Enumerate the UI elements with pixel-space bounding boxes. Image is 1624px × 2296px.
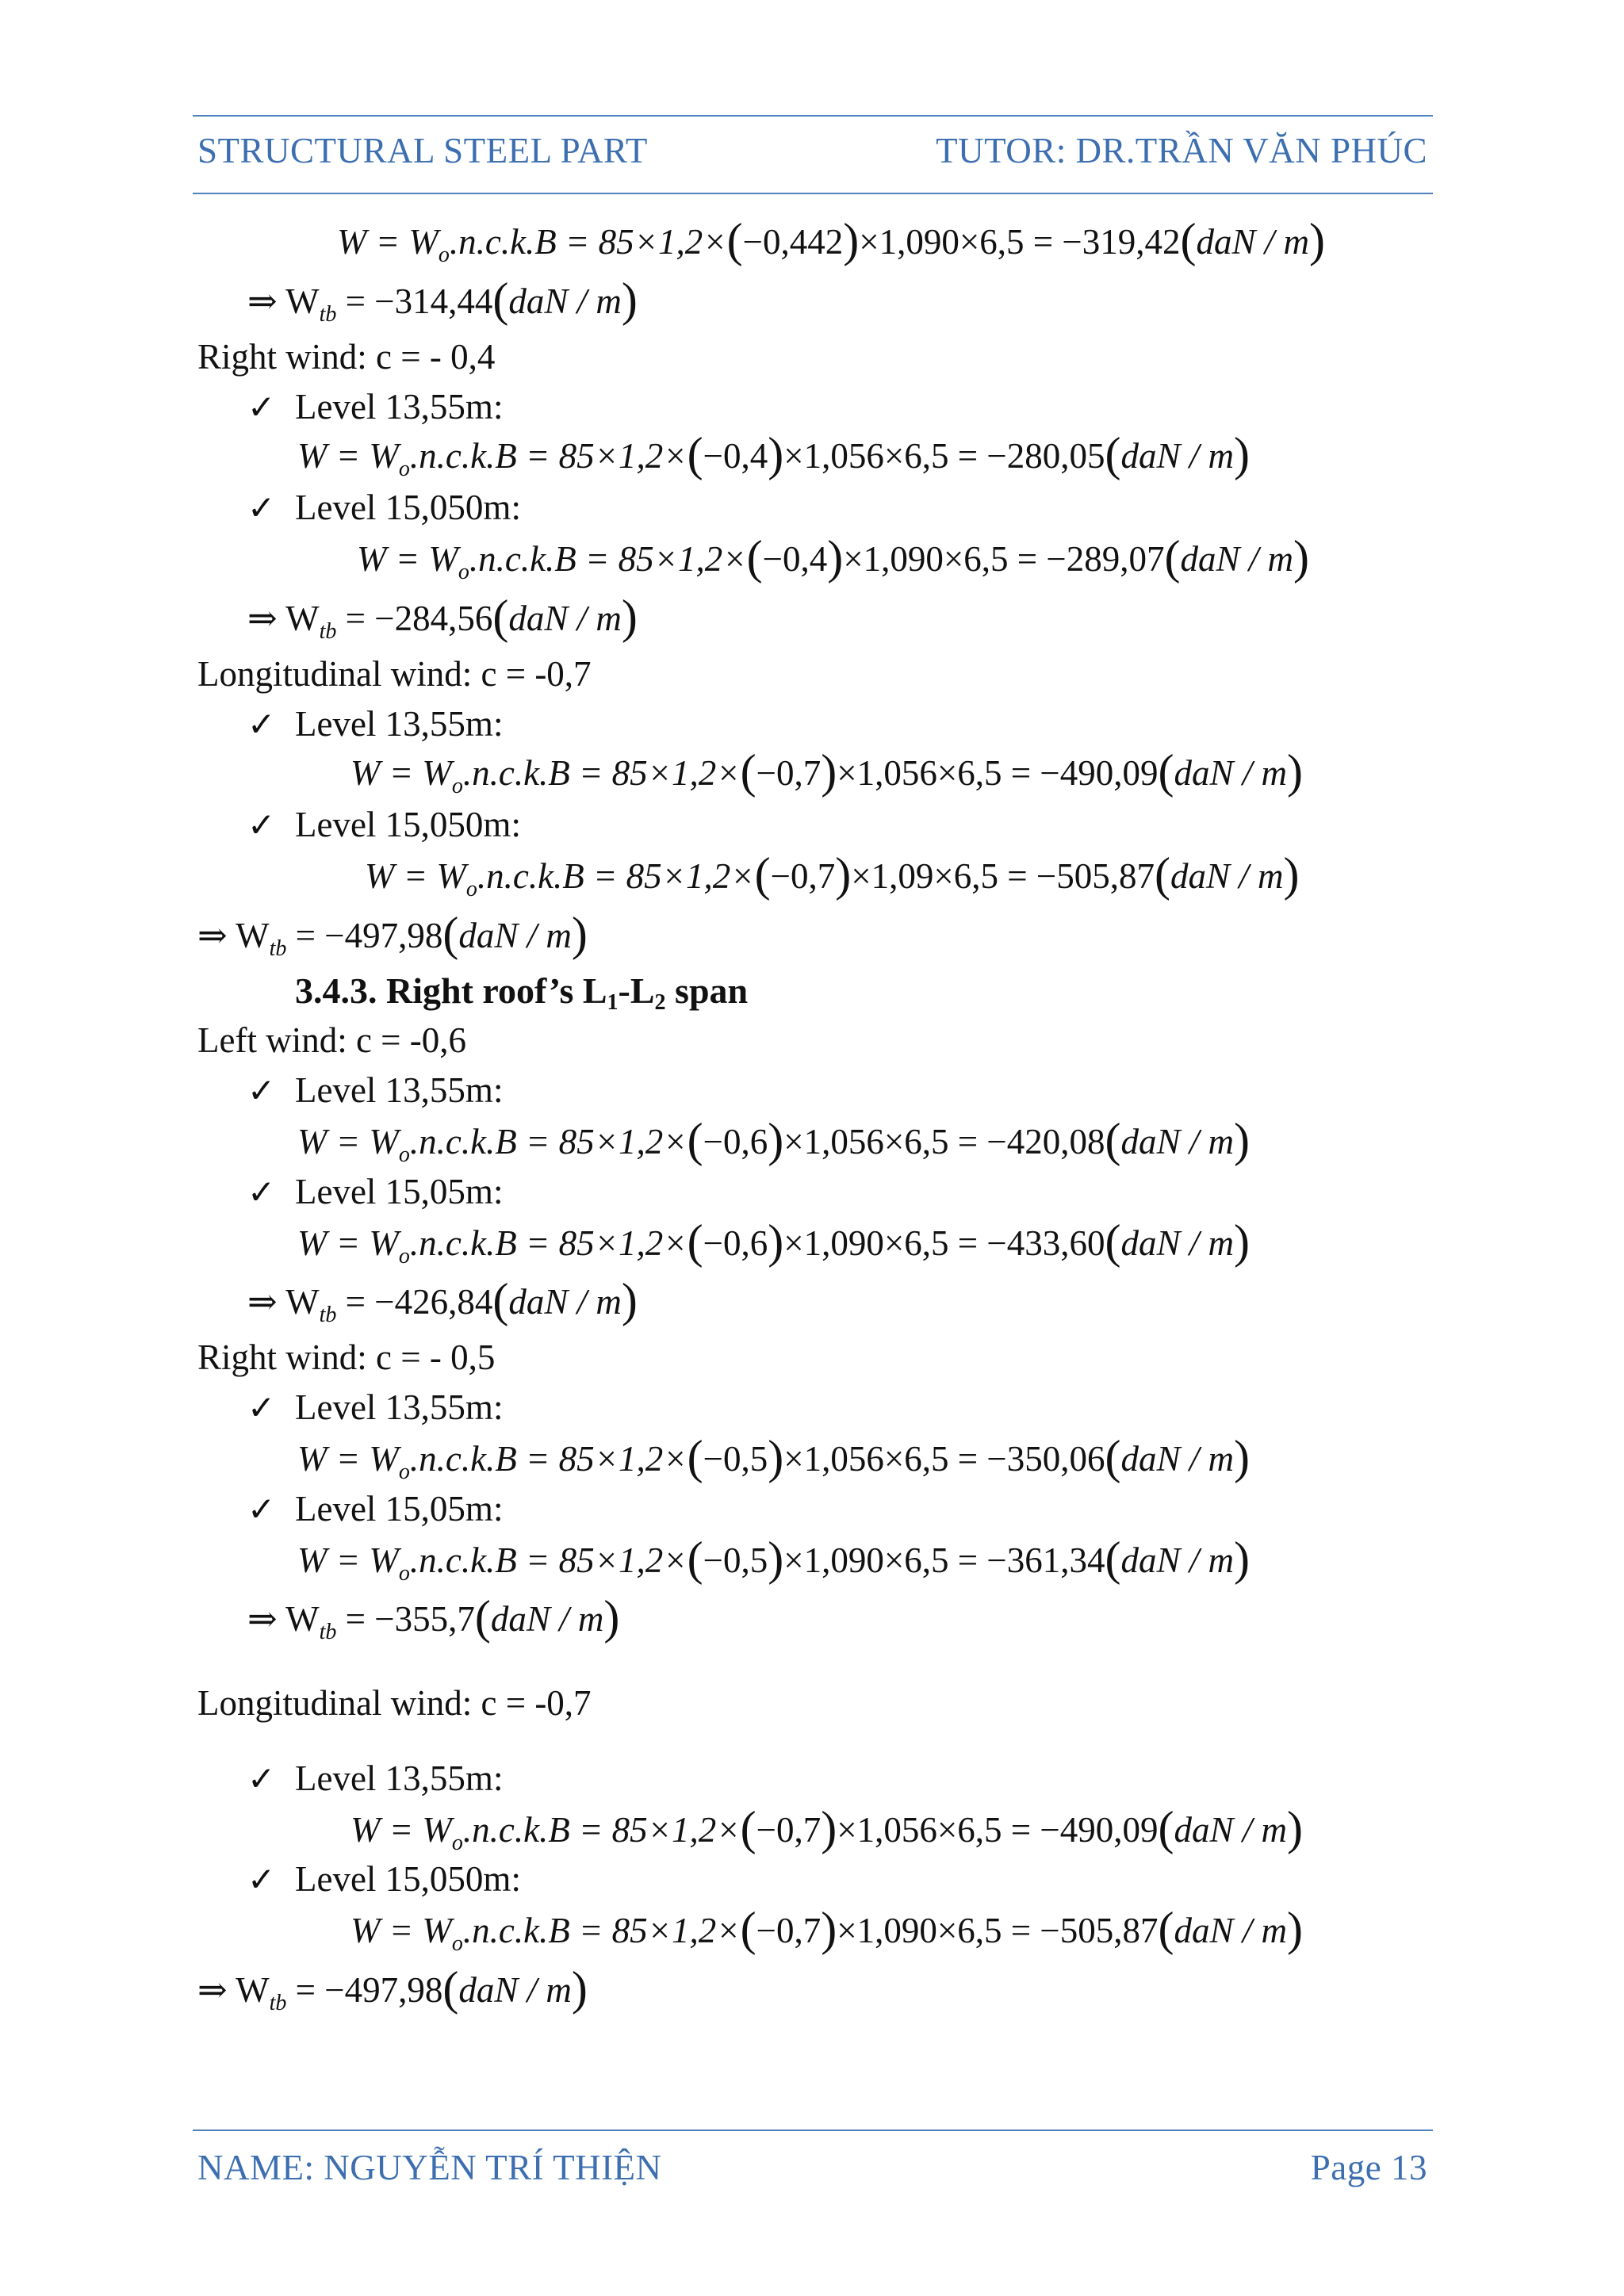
equation-text: .n.c.k.B = 85×1,2× bbox=[409, 436, 688, 476]
equation-text: −0,5 bbox=[703, 1439, 768, 1479]
equation-text: .n.c.k.B = 85×1,2× bbox=[449, 222, 727, 262]
equation-text: ( bbox=[1105, 1431, 1121, 1483]
equation-text: daN / m bbox=[1174, 753, 1288, 793]
equation-text: −0,7 bbox=[756, 1810, 822, 1850]
equation-text: .n.c.k.B = 85×1,2× bbox=[409, 1540, 688, 1580]
equation-text: W = W bbox=[350, 1810, 452, 1850]
header-top-rule bbox=[193, 115, 1433, 117]
equation-text: daN / m bbox=[1180, 539, 1294, 579]
equation-text: o bbox=[451, 1831, 463, 1855]
equation-text: ) bbox=[571, 908, 588, 960]
wtb-result bbox=[197, 1962, 588, 2014]
checkmark-icon: ✓ bbox=[247, 806, 276, 844]
equation-line bbox=[297, 1533, 1250, 1584]
equation-text: daN / m bbox=[1120, 1223, 1235, 1263]
equation-text: W = W bbox=[350, 1911, 452, 1950]
page-number: Page 13 bbox=[1310, 2148, 1427, 2187]
equation-text: ) bbox=[835, 848, 852, 901]
equation-text: ⇒ W bbox=[247, 281, 320, 321]
equation-text: ( bbox=[1158, 1802, 1174, 1854]
equation-text: ) bbox=[821, 1802, 837, 1854]
equation-text: ) bbox=[1309, 214, 1325, 266]
equation-text: −0,7 bbox=[756, 753, 822, 793]
equation-text: W = W bbox=[365, 856, 466, 896]
equation-text: ( bbox=[687, 428, 703, 480]
equation-text: ( bbox=[1105, 428, 1121, 480]
left-wind-heading: Left wind: c = -0,6 bbox=[197, 1020, 467, 1060]
equation-text: ( bbox=[740, 1903, 756, 1955]
equation-text: daN / m bbox=[1120, 1540, 1235, 1580]
equation-text: ) bbox=[1234, 1431, 1250, 1483]
equation-text: ( bbox=[726, 214, 743, 266]
equation-text: daN / m bbox=[1174, 1810, 1288, 1850]
equation-text: daN / m bbox=[508, 599, 622, 638]
wtb-result bbox=[247, 1591, 619, 1643]
equation-text: o bbox=[398, 1142, 410, 1167]
equation-text: daN / m bbox=[1120, 436, 1235, 476]
equation-text: ( bbox=[1158, 745, 1174, 798]
equation-text: Level 13,55m: bbox=[295, 1070, 504, 1110]
checkmark-icon: ✓ bbox=[247, 388, 276, 427]
checkmark-icon: ✓ bbox=[247, 488, 276, 527]
wtb-result bbox=[197, 908, 588, 959]
equation-text: daN / m bbox=[508, 281, 622, 321]
equation-text: ( bbox=[740, 1802, 756, 1854]
equation-text: ( bbox=[687, 1215, 703, 1268]
checkmark-icon: ✓ bbox=[247, 1860, 276, 1899]
equation-text: ) bbox=[768, 1431, 784, 1483]
equation-text: .n.c.k.B = 85×1,2× bbox=[462, 753, 741, 793]
equation-text: W = W bbox=[350, 753, 452, 793]
equation-text: ⇒ W bbox=[247, 1282, 320, 1322]
equation-text: ×1,090×6,5 = −505,87 bbox=[837, 1911, 1159, 1950]
level-item bbox=[247, 383, 503, 431]
right-wind-heading: Right wind: c = - 0,4 bbox=[197, 337, 496, 377]
equation-text: daN / m bbox=[490, 1599, 604, 1639]
level-item bbox=[247, 1755, 503, 1803]
equation-line bbox=[357, 531, 1309, 583]
equation-text: −0,7 bbox=[756, 1911, 822, 1950]
equation-text: ×1,056×6,5 = −280,05 bbox=[783, 436, 1105, 476]
wtb-result bbox=[247, 274, 638, 325]
equation-text: ( bbox=[746, 531, 763, 584]
equation-text: o bbox=[451, 1931, 463, 1956]
eq-lhs: W = W bbox=[337, 222, 439, 262]
equation-text: ) bbox=[827, 531, 844, 584]
equation-text: ( bbox=[740, 745, 756, 798]
equation-text: ) bbox=[768, 1114, 784, 1166]
equation-text: ( bbox=[1158, 1903, 1174, 1955]
equation-text: W = W bbox=[297, 1122, 399, 1161]
equation-text: ( bbox=[492, 274, 509, 326]
equation-text: ×1,056×6,5 = −490,09 bbox=[837, 753, 1159, 793]
equation-text: Level 13,55m: bbox=[295, 387, 504, 427]
longitudinal-wind-heading: Longitudinal wind: c = -0,7 bbox=[197, 654, 592, 694]
equation-text: Level 15,05m: bbox=[295, 1489, 504, 1529]
equation-text: Level 13,55m: bbox=[295, 1758, 504, 1798]
equation-text: .n.c.k.B = 85×1,2× bbox=[409, 1223, 688, 1263]
equation-text: W = W bbox=[357, 539, 458, 579]
equation-text: 3.4.3. Right roof’s L bbox=[295, 970, 607, 1011]
equation-text: ) bbox=[1287, 1903, 1303, 1955]
equation-text: W = W bbox=[297, 1540, 399, 1580]
equation-text: ( bbox=[687, 1533, 703, 1585]
equation-text: ) bbox=[768, 428, 784, 480]
equation-line bbox=[350, 745, 1303, 797]
equation-text: daN / m bbox=[1196, 222, 1310, 262]
footer-rule bbox=[193, 2130, 1433, 2131]
equation-text: ×1,090×6,5 = −319,42 bbox=[859, 222, 1181, 262]
equation-text: daN / m bbox=[458, 916, 572, 955]
wtb-result bbox=[247, 591, 638, 642]
equation-text: ( bbox=[1180, 214, 1197, 266]
equation-text: ( bbox=[1105, 1114, 1121, 1166]
equation-text: span bbox=[665, 970, 749, 1011]
equation-text: ) bbox=[1287, 1802, 1303, 1854]
equation-text: ×1,056×6,5 = −420,08 bbox=[783, 1122, 1105, 1161]
equation-text: ( bbox=[492, 591, 509, 643]
equation-text: ( bbox=[687, 1431, 703, 1483]
equation-text: Level 15,050m: bbox=[295, 805, 521, 844]
equation-line bbox=[297, 428, 1250, 480]
equation-text: ) bbox=[1287, 745, 1303, 798]
equation-text: = −497,98 bbox=[286, 916, 443, 955]
level-item bbox=[247, 1855, 521, 1904]
right-wind-heading: Right wind: c = - 0,5 bbox=[197, 1337, 496, 1377]
equation-text: ) bbox=[843, 214, 860, 266]
equation-text: tb bbox=[319, 1620, 337, 1644]
equation-text: W = W bbox=[297, 436, 399, 476]
equation-text: ) bbox=[621, 1274, 638, 1326]
equation-text: o bbox=[438, 243, 450, 267]
equation-line bbox=[365, 848, 1300, 900]
level-item bbox=[247, 1168, 503, 1216]
equation-text: = −355,7 bbox=[336, 1599, 475, 1639]
equation-text: o bbox=[398, 1561, 410, 1586]
equation-text: daN / m bbox=[1120, 1439, 1235, 1479]
equation-text: Level 13,55m: bbox=[295, 1387, 504, 1427]
equation-text: W = W bbox=[297, 1439, 399, 1479]
checkmark-icon: ✓ bbox=[247, 1490, 276, 1529]
equation-text: = −426,84 bbox=[336, 1282, 493, 1322]
equation-text: ×1,09×6,5 = −505,87 bbox=[851, 856, 1155, 896]
equation-text: .n.c.k.B = 85×1,2× bbox=[469, 539, 747, 579]
equation-text: ( bbox=[1164, 531, 1181, 584]
equation-text: o bbox=[451, 774, 463, 798]
checkmark-icon: ✓ bbox=[247, 1388, 276, 1427]
equation-text: ×1,090×6,5 = −361,34 bbox=[783, 1540, 1105, 1580]
level-item bbox=[247, 700, 503, 748]
equation-text: ) bbox=[1283, 848, 1300, 901]
equation-text: tb bbox=[269, 936, 287, 961]
equation-text: = −284,56 bbox=[336, 599, 493, 638]
equation-text: Level 13,55m: bbox=[295, 704, 504, 744]
equation-text: .n.c.k.B = 85×1,2× bbox=[477, 856, 755, 896]
header-title: STRUCTURAL STEEL PART bbox=[197, 131, 648, 170]
equation-line bbox=[337, 214, 1325, 266]
equation-text: ⇒ W bbox=[197, 1970, 270, 2010]
equation-text: ) bbox=[768, 1533, 784, 1585]
equation-line bbox=[350, 1802, 1303, 1854]
equation-text: −0,4 bbox=[703, 436, 768, 476]
equation-text: ) bbox=[571, 1962, 588, 2015]
equation-text: = −497,98 bbox=[286, 1970, 443, 2010]
equation-text: daN / m bbox=[458, 1970, 572, 2010]
equation-text: Level 15,050m: bbox=[295, 1859, 521, 1899]
level-item bbox=[247, 1383, 503, 1432]
equation-text: tb bbox=[319, 1303, 337, 1327]
equation-text: W = W bbox=[297, 1223, 399, 1263]
equation-text: tb bbox=[319, 619, 337, 644]
equation-line bbox=[297, 1215, 1250, 1267]
footer-author: NAME: NGUYỄN TRÍ THIỆN bbox=[197, 2148, 662, 2187]
checkmark-icon: ✓ bbox=[247, 1759, 276, 1798]
equation-text: ) bbox=[821, 1903, 837, 1955]
equation-text: ( bbox=[442, 908, 459, 960]
equation-text: −0,442 bbox=[742, 222, 844, 262]
header-bottom-rule bbox=[193, 193, 1433, 194]
equation-text: o bbox=[458, 560, 469, 584]
equation-text: ) bbox=[1234, 1215, 1250, 1268]
equation-text: −0,7 bbox=[770, 856, 836, 896]
equation-text: −0,4 bbox=[762, 539, 828, 579]
equation-text: .n.c.k.B = 85×1,2× bbox=[409, 1439, 688, 1479]
equation-text: −0,6 bbox=[703, 1122, 768, 1161]
equation-text: 1 bbox=[607, 990, 619, 1015]
equation-text: ) bbox=[603, 1591, 620, 1644]
equation-text: ) bbox=[1234, 1114, 1250, 1166]
equation-text: ( bbox=[474, 1591, 491, 1644]
equation-text: daN / m bbox=[1120, 1122, 1235, 1161]
equation-text: tb bbox=[269, 1991, 287, 2015]
equation-text: ×1,090×6,5 = −433,60 bbox=[783, 1223, 1105, 1263]
level-item bbox=[247, 1485, 503, 1533]
equation-text: o bbox=[465, 877, 477, 901]
level-item bbox=[247, 484, 521, 532]
section-heading bbox=[295, 967, 748, 1015]
longitudinal-wind-heading: Longitudinal wind: c = -0,7 bbox=[197, 1683, 592, 1723]
equation-text: Level 15,050m: bbox=[295, 488, 521, 527]
equation-text: ( bbox=[492, 1274, 509, 1326]
equation-line bbox=[297, 1431, 1250, 1483]
equation-text: ) bbox=[621, 591, 638, 643]
header-tutor: TUTOR: DR.TRẦN VĂN PHÚC bbox=[936, 131, 1427, 170]
equation-text: ( bbox=[442, 1962, 459, 2015]
level-item bbox=[247, 1066, 503, 1115]
equation-text: 2 bbox=[654, 990, 666, 1015]
equation-text: ) bbox=[1234, 1533, 1250, 1585]
equation-text: ⇒ W bbox=[197, 916, 270, 955]
equation-text: ) bbox=[821, 745, 837, 798]
equation-text: ×1,056×6,5 = −350,06 bbox=[783, 1439, 1105, 1479]
equation-text: ⇒ W bbox=[247, 1599, 320, 1639]
equation-text: daN / m bbox=[1174, 1911, 1288, 1950]
equation-text: .n.c.k.B = 85×1,2× bbox=[462, 1810, 741, 1850]
equation-text: ) bbox=[621, 274, 638, 326]
equation-text: ( bbox=[1105, 1215, 1121, 1268]
equation-text: ×1,056×6,5 = −490,09 bbox=[837, 1810, 1159, 1850]
checkmark-icon: ✓ bbox=[247, 1071, 276, 1110]
equation-text: o bbox=[398, 1460, 410, 1484]
checkmark-icon: ✓ bbox=[247, 1173, 276, 1211]
equation-text: −0,5 bbox=[703, 1540, 768, 1580]
equation-text: o bbox=[398, 457, 410, 481]
wtb-result bbox=[247, 1274, 638, 1326]
equation-text: ) bbox=[1234, 428, 1250, 480]
equation-text: ×1,090×6,5 = −289,07 bbox=[843, 539, 1165, 579]
equation-line bbox=[297, 1114, 1250, 1165]
equation-text: Level 15,05m: bbox=[295, 1172, 504, 1211]
equation-text: = −314,44 bbox=[336, 281, 493, 321]
equation-text: .n.c.k.B = 85×1,2× bbox=[409, 1122, 688, 1161]
checkmark-icon: ✓ bbox=[247, 705, 276, 744]
equation-text: .n.c.k.B = 85×1,2× bbox=[462, 1911, 741, 1950]
equation-text: −0,6 bbox=[703, 1223, 768, 1263]
equation-text: ( bbox=[687, 1114, 703, 1166]
equation-text: ( bbox=[754, 848, 771, 901]
equation-text: ) bbox=[768, 1215, 784, 1268]
equation-text: daN / m bbox=[1170, 856, 1284, 896]
equation-text: -L bbox=[618, 970, 655, 1011]
equation-text: daN / m bbox=[508, 1282, 622, 1322]
equation-text: ) bbox=[1293, 531, 1309, 584]
equation-text: o bbox=[398, 1244, 410, 1269]
equation-text: ( bbox=[1105, 1533, 1121, 1585]
equation-line bbox=[350, 1903, 1303, 1954]
equation-text: ⇒ W bbox=[247, 599, 320, 638]
equation-text: tb bbox=[319, 302, 337, 327]
equation-text: ( bbox=[1155, 848, 1170, 901]
level-item bbox=[247, 801, 521, 849]
